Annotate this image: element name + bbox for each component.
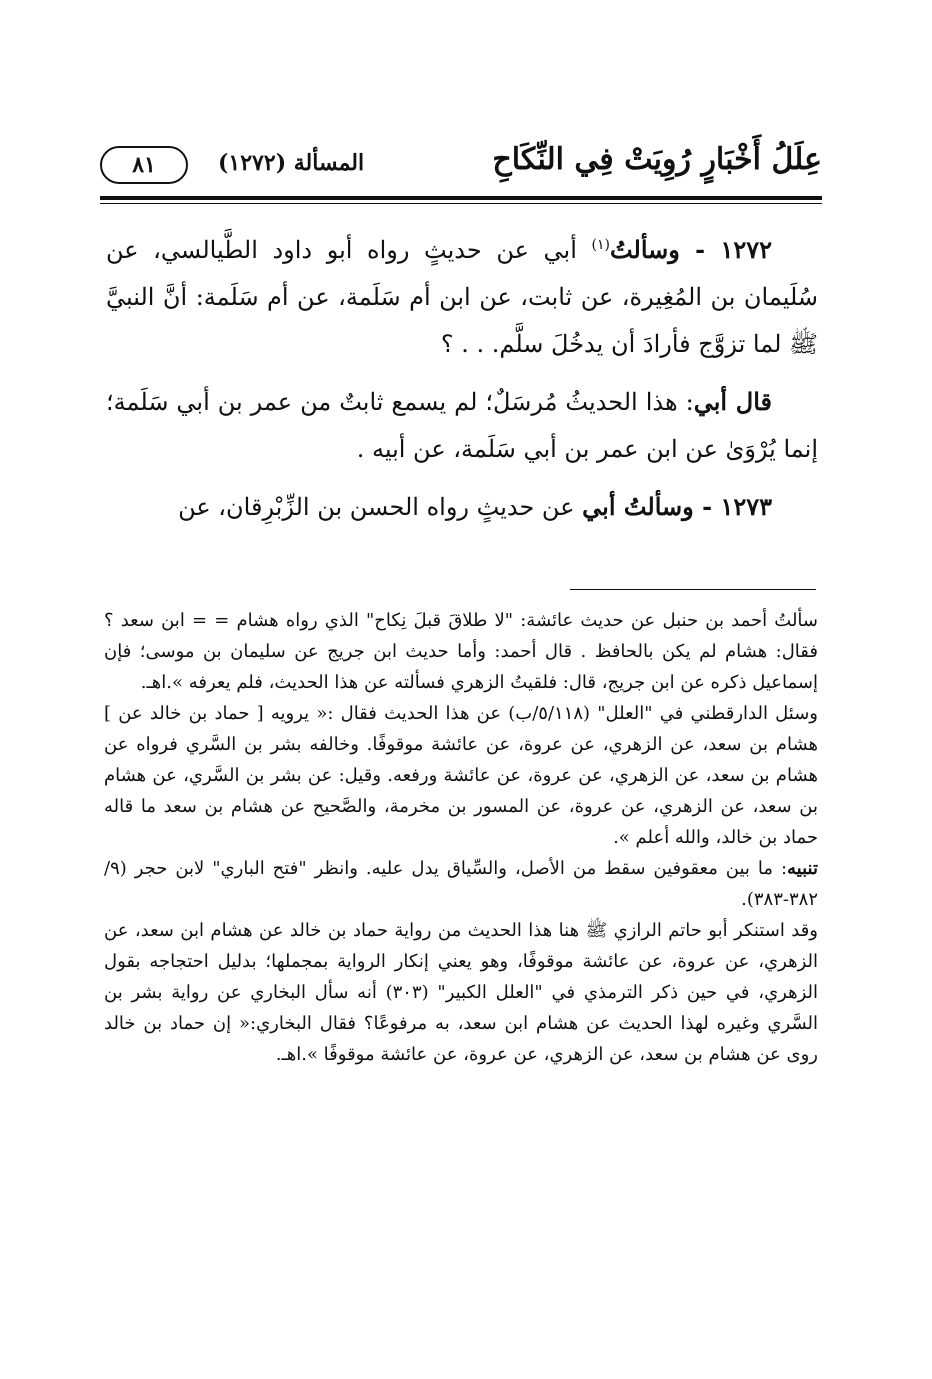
issue-1273-text: عن حديثٍ رواه الحسن بن الزِّبْرِقان، عن [178, 493, 583, 521]
footnote-ref-1: (١) [591, 237, 610, 253]
page-number-badge [100, 146, 188, 184]
paragraph-1272 [106, 226, 818, 368]
footnote-abu-hatim: وقد استنكر أبو حاتم الرازي ﷺ هنا هذا الحديث من رواية حماد بن خالد عن هشام ابن سعد، عن الزهري، عن عروة، عن عائشة موقوفًا، وهو يعني إنكار الرواية بمجملها؛ بدليل احتجاجه بقول الزهري، في حين ذكر الترمذي في "العلل الكبير" (٣٠٣) أنه سأل البخاري عن رواية بشر بن السَّري وغيره لهذا الحديث عن هشام ابن سعد، به مرفوعًا؟ فقال البخاري:« إن حماد بن خالد روى عن هشام بن سعد، عن الزهري، عن عروة، عن عائشة موقوفًا ».اهـ. [104, 920, 819, 1065]
main-text [106, 226, 818, 541]
footnote-daraqutni: وسئل الدارقطني في "العلل" (٥/١١٨/ب) عن هذا الحديث فقال :« يرويه [ حماد بن خالد عن ] هشام بن سعد، عن الزهري، عن عروة، عن عائشة موقوفًا. وخالفه بشر بن السَّري فرواه عن هشام بن سعد، عن الزهري، عن عروة، عن عائشة ورفعه. وقيل: عن بشر بن السَّري، عن هشام بن سعد، عن الزهري، عن عروة، عن المسور بن مخرمة، والصَّحيح عن هشام بن سعد ما قاله حماد بن خالد، والله أعلم ». [104, 703, 819, 848]
answer-text: : هذا الحديثُ مُرسَلٌ؛ لم يسمع ثابتٌ من عمر بن أبي سَلَمة؛ إنما يُرْوَىٰ عن ابن عمر بن أبي سَلَمة، عن أبيه . [106, 388, 818, 463]
footnote-ahmad: سألتُ أحمد بن حنبل عن حديث عائشة: "لا طلاقَ قبلَ نِكاح" الذي رواه هشام = = ابن سعد ؟ فقال: هشام لم يكن بالحافظ . قال أحمد: وأما حديث ابن جريج عن سليمان بن موسى؛ فإن إسماعيل ذكره عن ابن جريج، قال: فلقيتُ الزهري فسألته عن هذا الحديث، فلم يعرفه ».اهـ. [104, 610, 818, 693]
note-text: : ما بين معقوفين سقط من الأصل، والسِّياق يدل عليه. وانظر "فتح الباري" لابن حجر (٩/ ٣٨٢-٣٨٣). [104, 858, 818, 910]
issue-1272-lead: ١٢٧٢ - وسألتُ [609, 235, 772, 264]
header-rule-thick [100, 196, 822, 200]
paragraph-1273 [106, 483, 818, 531]
footnote-separator [570, 589, 816, 590]
footnotes [104, 605, 818, 1070]
issue-1273-lead: ١٢٧٣ - وسألتُ أبي [582, 492, 772, 521]
footnote-note [104, 853, 818, 915]
header-rule-thin [100, 203, 822, 204]
note-lead: تنبيه [787, 858, 818, 879]
issue-1272-text: أبي عن حديثٍ رواه أبو داود الطَّيالسي، عن سُلَيمان بن المُغِيرة، عن ثابت، عن ابن أم سَلَمة، عن أم سَلَمة: أنَّ النبيَّ ﷺ لما تزوَّج فأرادَ أن يدخُلَ سلَّم. . . ؟ [106, 236, 818, 358]
running-title: عِلَلُ أَخْبَارٍ رُوِيَتْ فِي النِّكَاحِ [492, 142, 822, 177]
page-header [100, 140, 822, 192]
issue-label: المسألة (١٢٧٢) [218, 150, 365, 176]
page-number: ٨١ [132, 152, 156, 178]
paragraph-answer [106, 378, 818, 473]
answer-lead: قال أبي [693, 387, 772, 416]
